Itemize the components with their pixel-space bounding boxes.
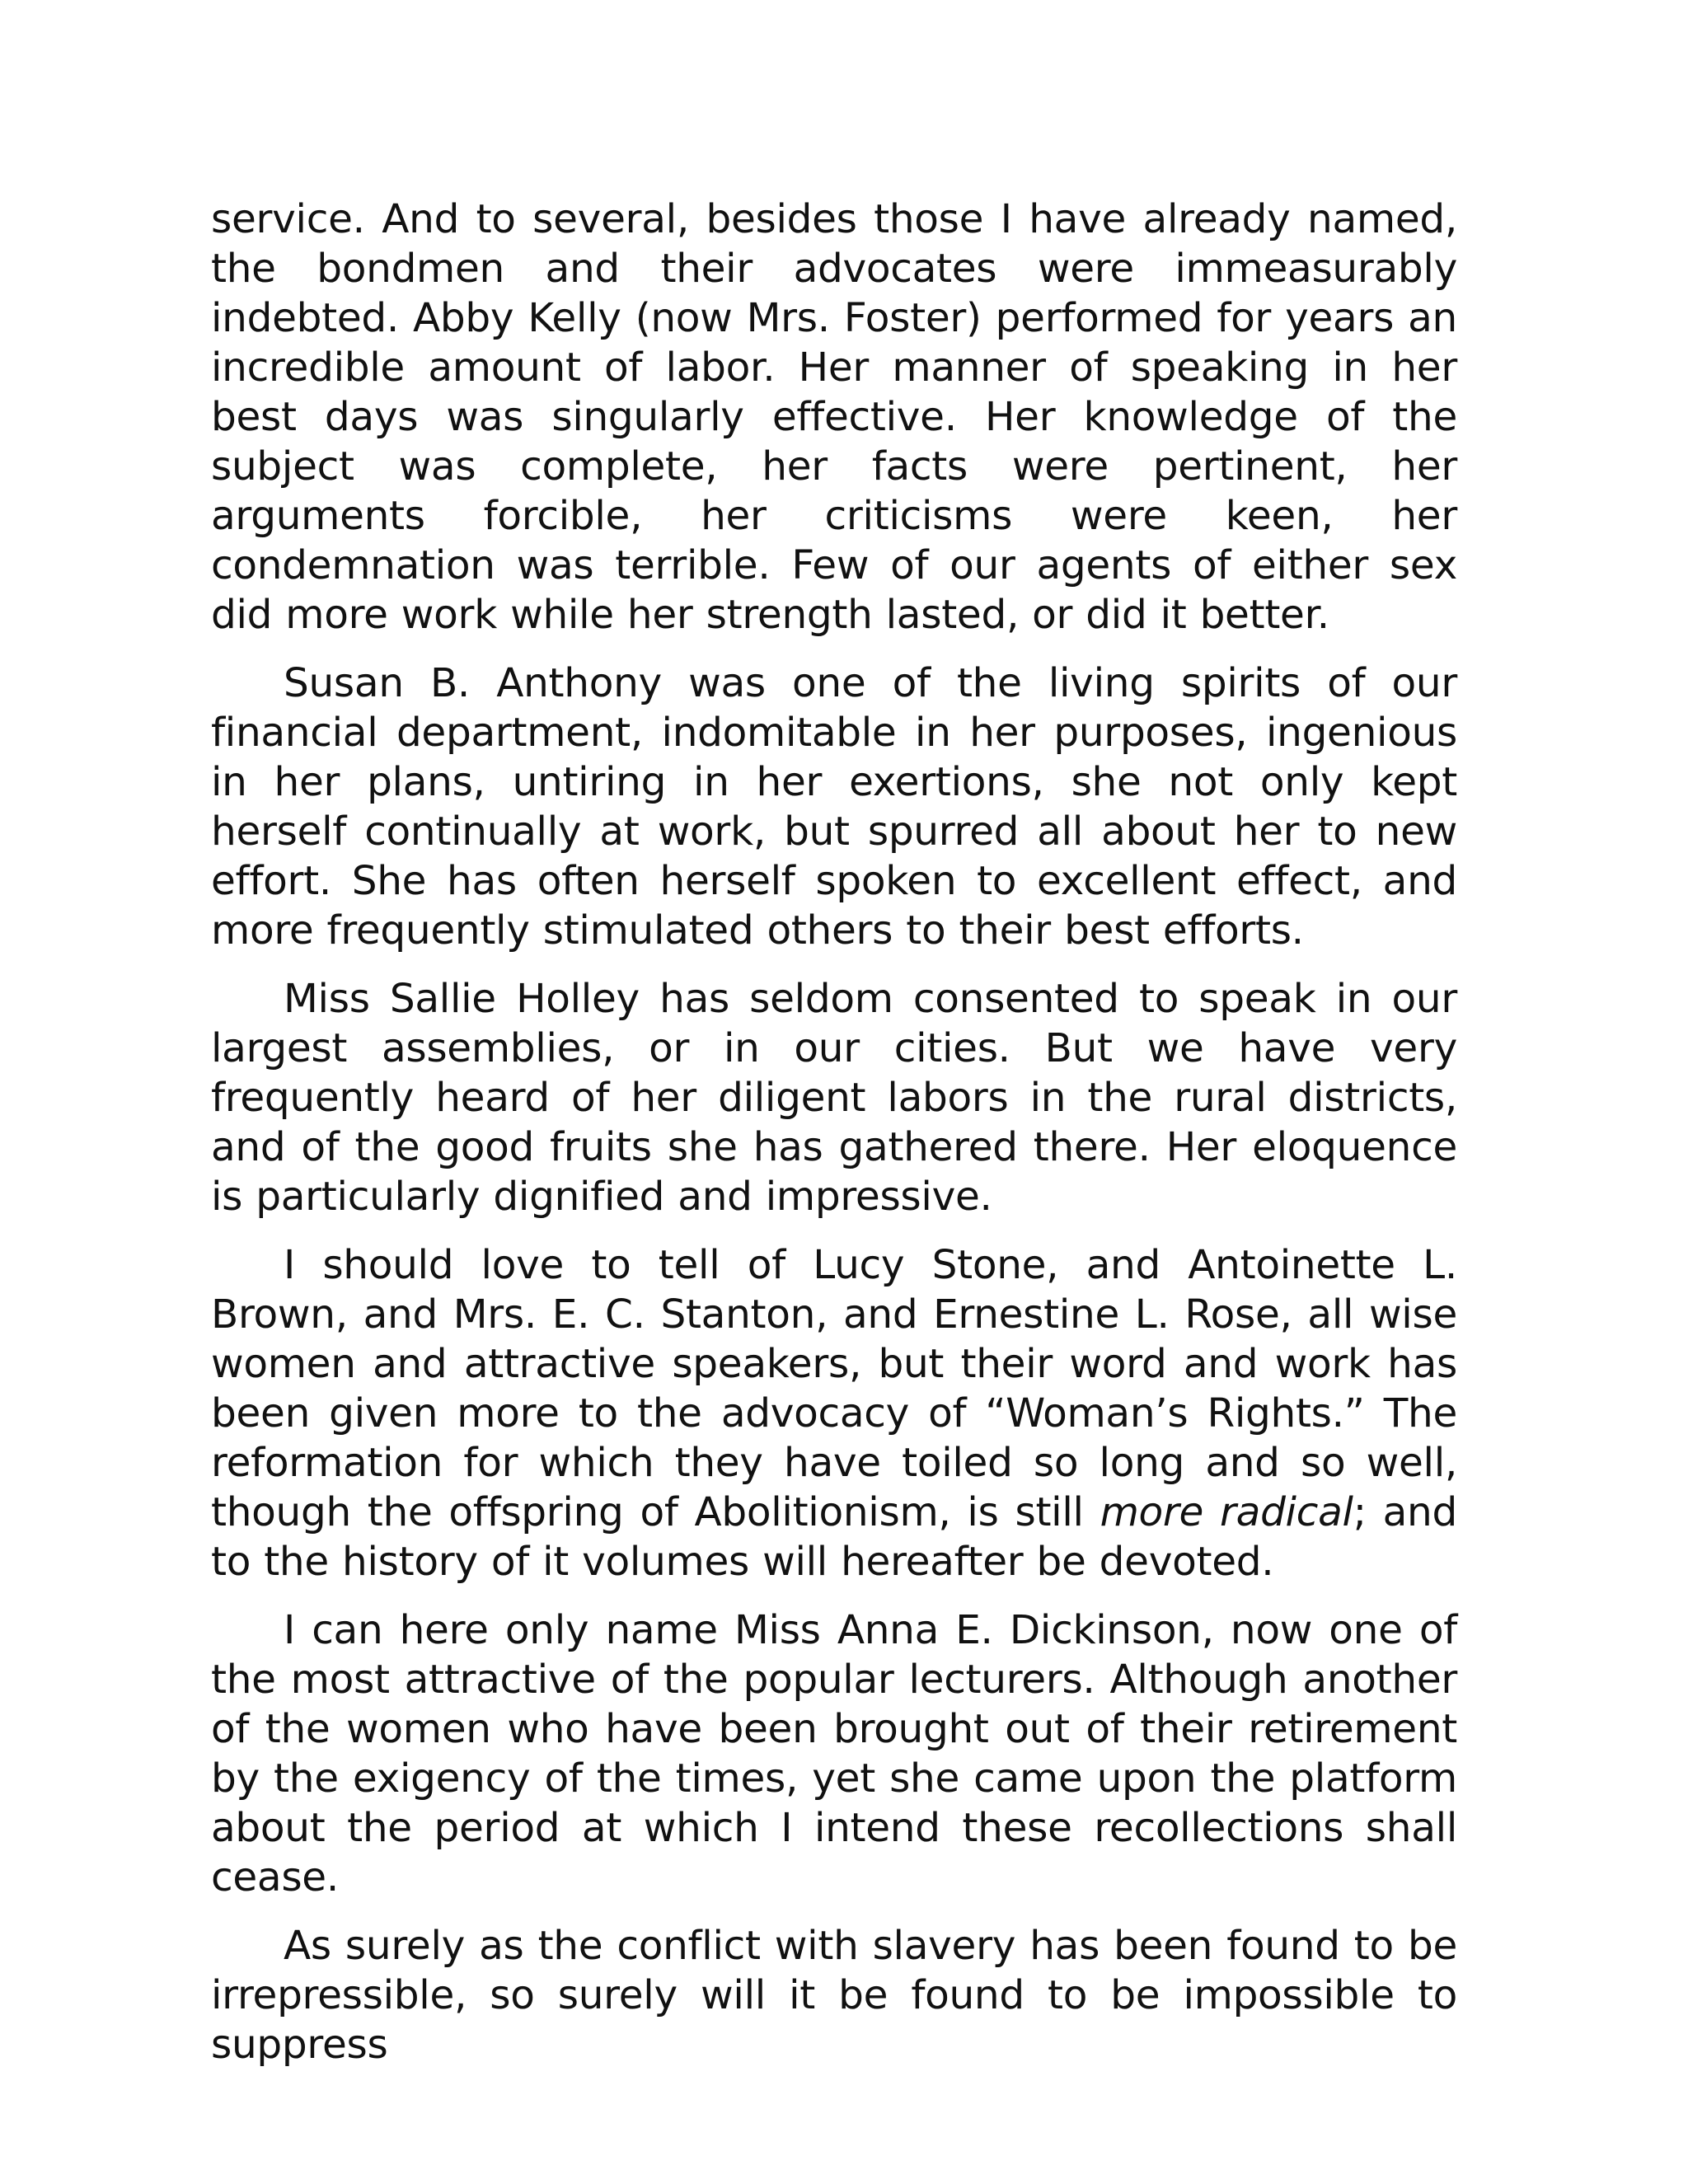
paragraph-text-before: I should love to tell of Lucy Stone, and Antoinette L. Brown, and Mrs. E. C. Stanton, and Ernestine L. Rose, all wise women and attractive speakers, but their word and work has been given more to the advocacy of “Woman’s Rights.” The reformation for which they have toiled so long and so well, though the offspring of Abolitionism, is still: [211, 1242, 1457, 1535]
paragraph-anna-dickinson: I can here only name Miss Anna E. Dickinson, now one of the most attractive of the popular lecturers. Although another of the women who have been brought out of their retirement by the exigency of the times, yet she came upon the platform about the period at which I intend these recollections shall cease.: [211, 1607, 1457, 1900]
page-body: [211, 194, 1457, 2069]
paragraph-abby-kelly: service. And to several, besides those I have already named, the bondmen and their advocates were immeasurably indebted. Abby Kelly (now Mrs. Foster) performed for years an incredible amount of labor. Her manner of speaking in her best days was singularly effective. Her knowledge of the subject was complete, her facts were pertinent, her arguments forcible, her criticisms were keen, her condemnation was terrible. Few of our agents of either sex did more work while her strength lasted, or did it better.: [211, 196, 1457, 638]
paragraph-text-after: ; and to the history of it volumes will hereafter be devoted.: [211, 1489, 1457, 1585]
paragraph-susan-anthony: Susan B. Anthony was one of the living spirits of our financial department, indomitable in her purposes, ingenious in her plans, untiring in her exertions, she not only kept herself continually at work, but spurred all about her to new effort. She has often herself spoken to excellent effect, and more frequently stimulated others to their best efforts.: [211, 660, 1457, 954]
paragraph-conflict-slavery: As surely as the conflict with slavery has been found to be irrepressible, so surely will it be found to be impossible to suppress: [211, 1923, 1457, 2068]
paragraph-sallie-holley: Miss Sallie Holley has seldom consented to speak in our largest assemblies, or in our cities. But we have very frequently heard of her diligent labors in the rural districts, and of the good fruits she has gathered there. Her eloquence is particularly dignified and impressive.: [211, 976, 1457, 1220]
emphasis-more-radical: more radical: [1100, 1489, 1353, 1535]
paragraph-womans-rights: [211, 1240, 1457, 1586]
